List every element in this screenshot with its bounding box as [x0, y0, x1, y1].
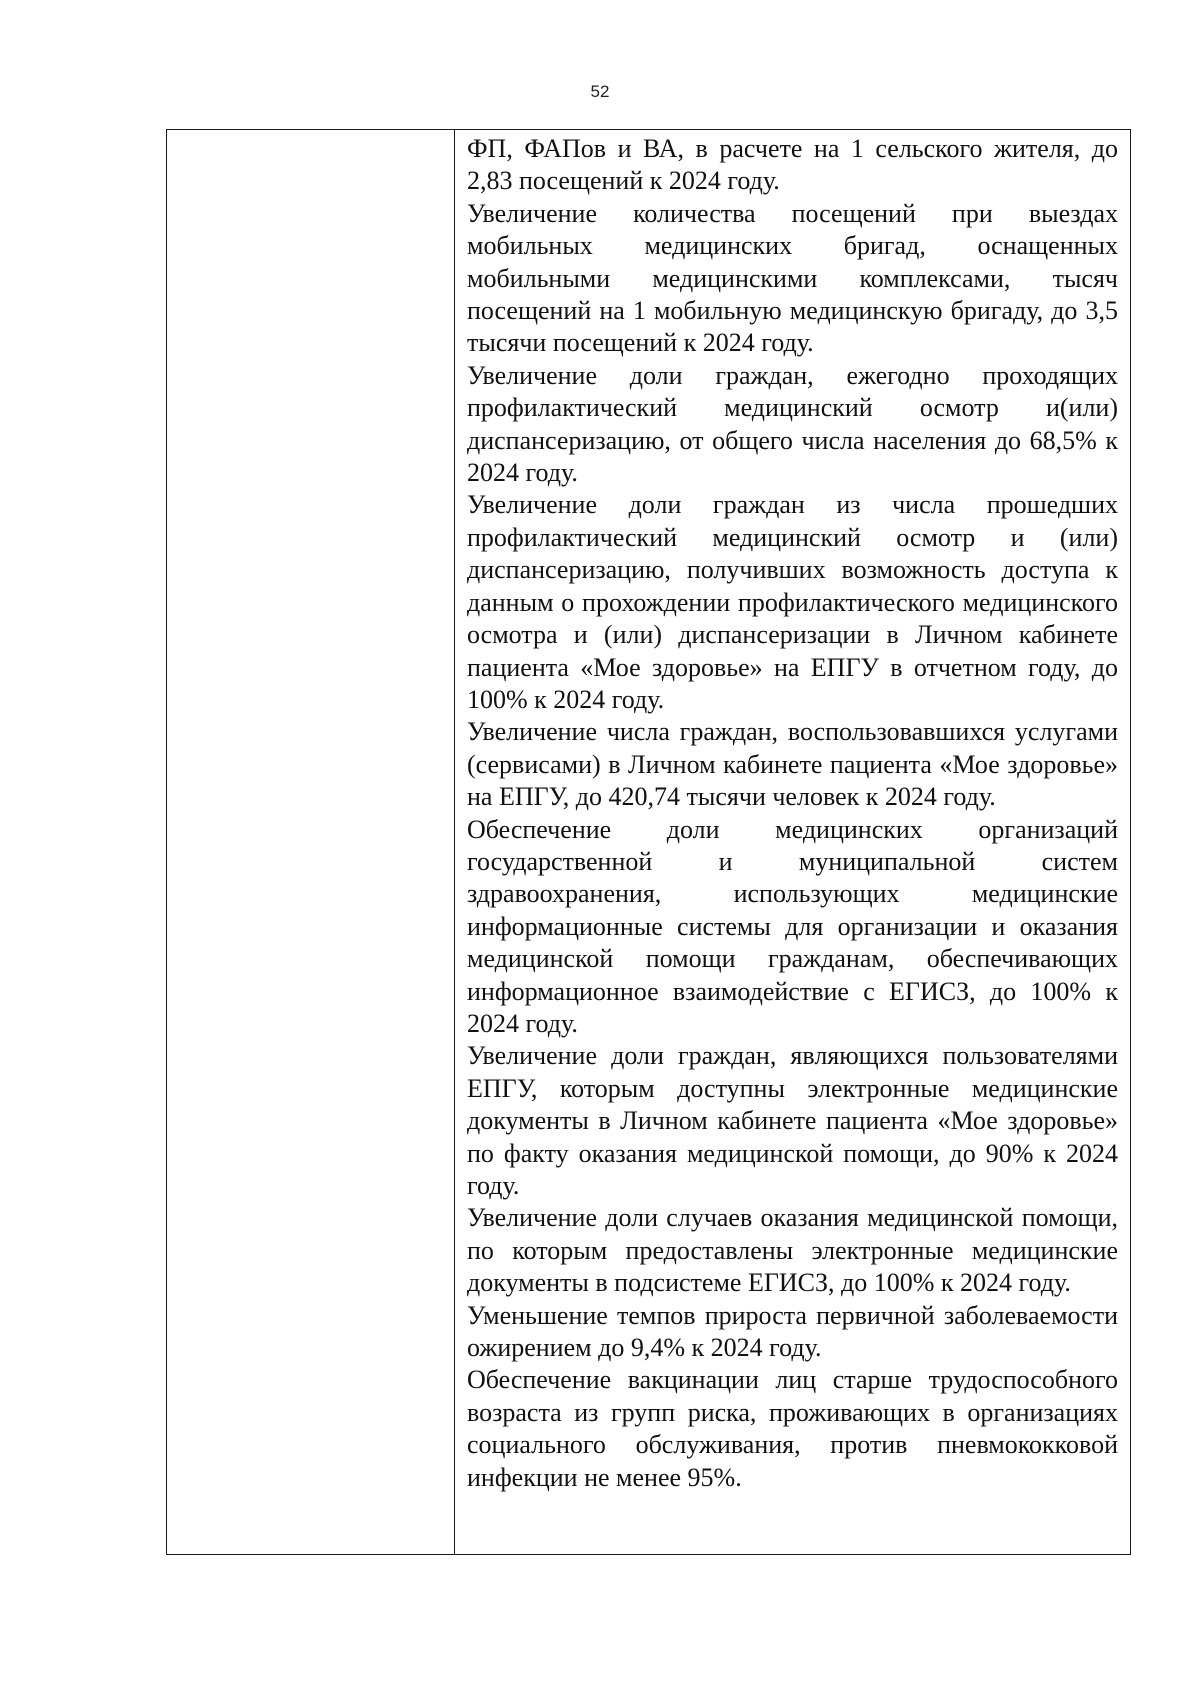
indicator-paragraph: Обеспечение доли медицинских организаций государственной и муниципальной систем здравоохранения, использующих медицинские информационные системы для организации и оказания медицинской помощи гражданам, обеспечивающих информационное взаимодействие с ЕГИСЗ, до 100% к 2024 году.	[467, 814, 1118, 1038]
document-table	[166, 129, 1131, 1555]
indicator-paragraph: Обеспечение вакцинации лиц старше трудоспособного возраста из групп риска, проживающих в организациях социального обслуживания, против пневмококковой инфекции не менее 95%.	[467, 1365, 1118, 1492]
indicator-paragraph: Увеличение доли граждан, являющихся пользователями ЕПГУ, которым доступны электронные медицинские документы в Личном кабинете пациента «Мое здоровье» по факту оказания медицинской помощи, до 90% к 2024 году.	[467, 1041, 1118, 1200]
indicator-paragraph: Увеличение доли граждан из числа прошедших профилактический медицинский осмотр и (или) диспансеризацию, получивших возможность доступа к данным о прохождении профилактического медицинского осмотра и (или) диспансеризации в Личном кабинете пациента «Мое здоровье» на ЕПГУ в отчетном году, до 100% к 2024 году.	[467, 490, 1118, 714]
indicator-paragraph: Увеличение доли граждан, ежегодно проходящих профилактический медицинский осмотр и(или) диспансеризацию, от общего числа населения до 68,5% к 2024 году.	[467, 360, 1118, 488]
indicator-paragraph: Уменьшение темпов прироста первичной заболеваемости ожирением до 9,4% к 2024 году.	[467, 1300, 1118, 1363]
table-right-cell	[455, 130, 1130, 1554]
indicator-paragraph: Увеличение доли случаев оказания медицинской помощи, по которым предоставлены электронные медицинские документы в подсистеме ЕГИСЗ, до 100% к 2024 году.	[467, 1203, 1118, 1298]
page-number: 52	[590, 82, 610, 101]
indicator-paragraph: ФП, ФАПов и ВА, в расчете на 1 сельского жителя, до 2,83 посещений к 2024 году.	[467, 134, 1118, 196]
table-left-cell	[167, 130, 455, 1554]
indicator-paragraph: Увеличение числа граждан, воспользовавшихся услугами (сервисами) в Личном кабинете пациента «Мое здоровье» на ЕПГУ, до 420,74 тысячи человек к 2024 году.	[467, 717, 1118, 812]
indicator-paragraph: Увеличение количества посещений при выездах мобильных медицинских бригад, оснащенных мобильными медицинскими комплексами, тысяч посещений на 1 мобильную медицинскую бригаду, до 3,5 тысячи посещений к 2024 году.	[467, 198, 1118, 358]
